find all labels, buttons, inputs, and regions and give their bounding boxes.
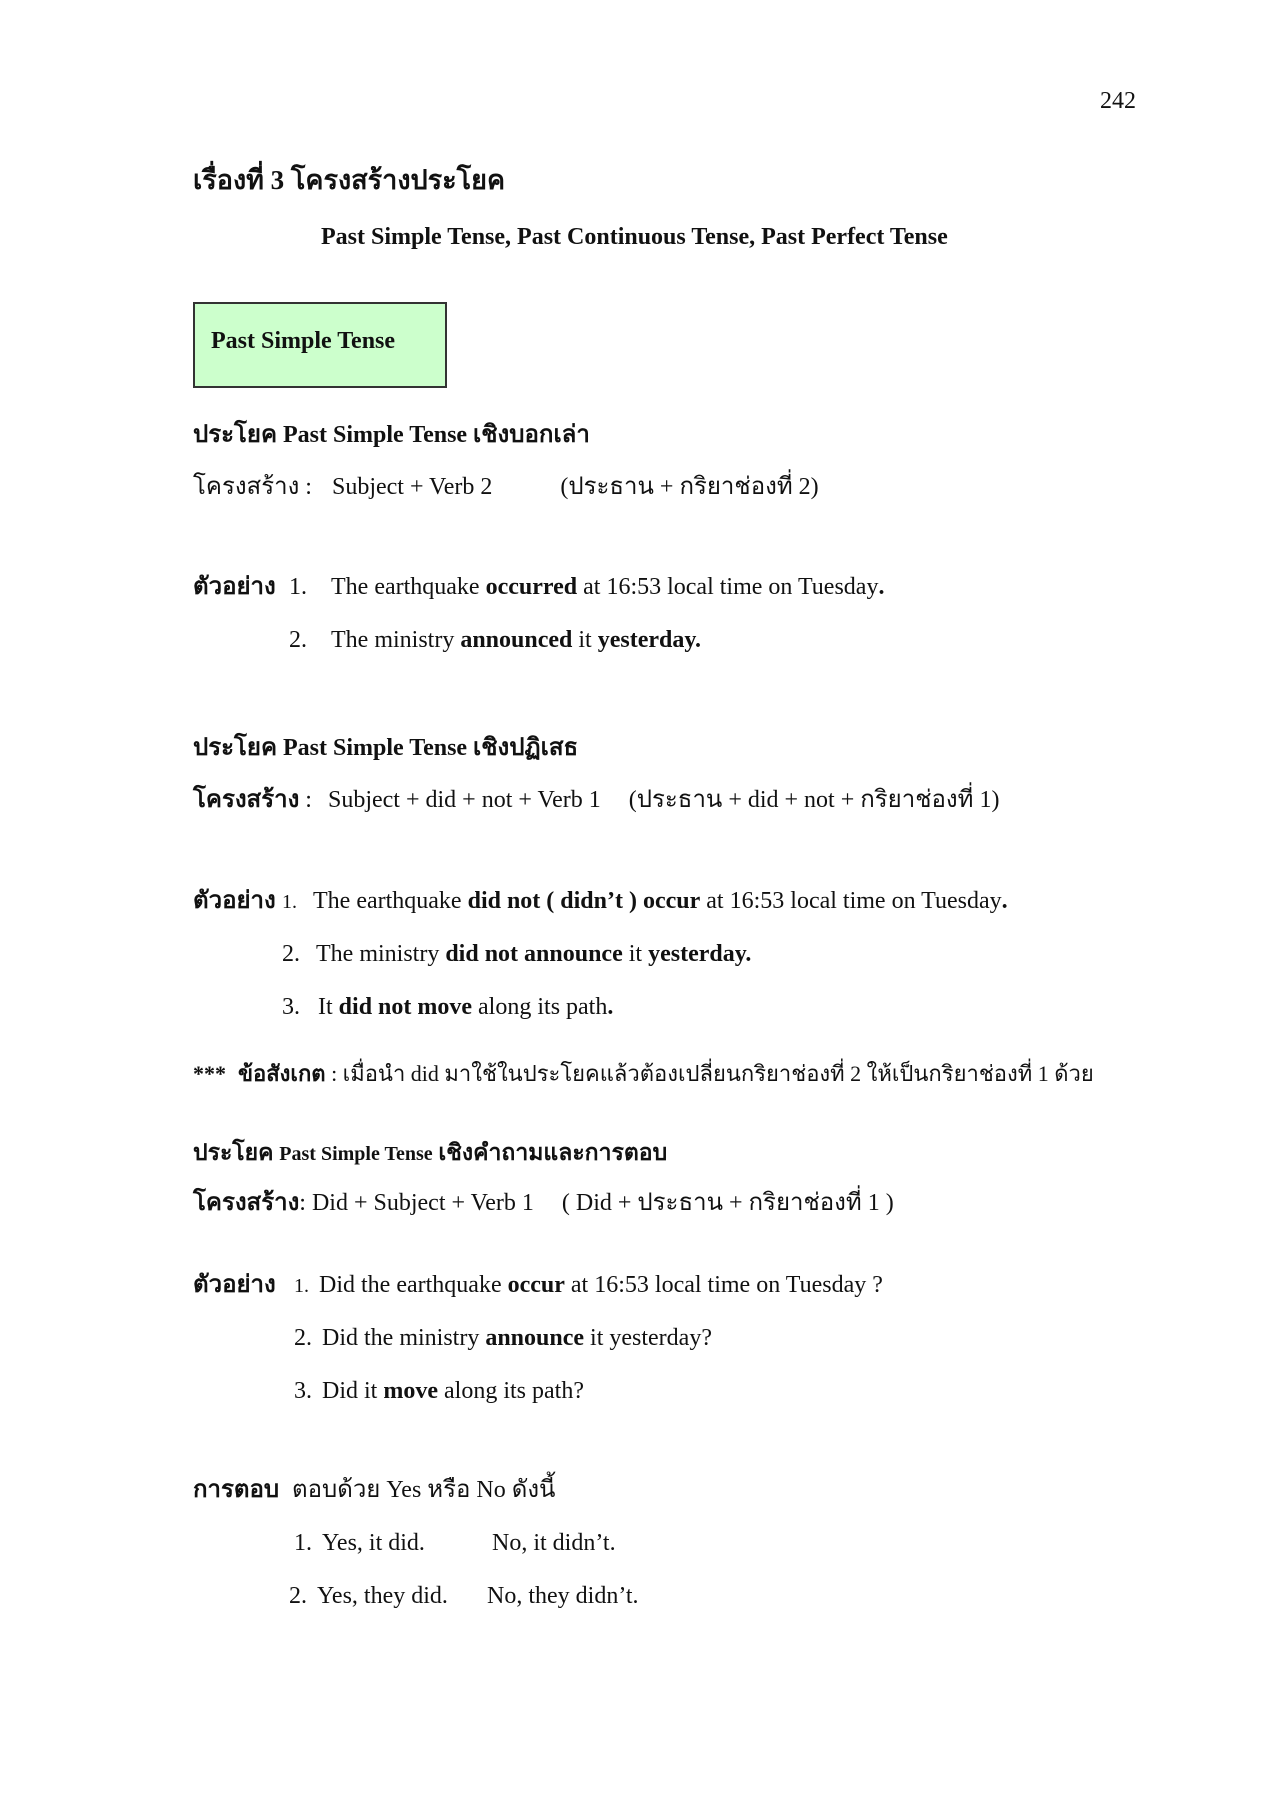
example-number: 1. xyxy=(282,891,297,913)
example-text: along its path? xyxy=(438,1378,584,1404)
negative-structure xyxy=(193,787,999,813)
example-number: 2. xyxy=(289,627,307,653)
affirmative-heading: ประโยค Past Simple Tense เชิงบอกเล่า xyxy=(193,422,590,448)
example-line xyxy=(294,1378,584,1404)
example-end: yesterday. xyxy=(597,627,702,653)
past-simple-heading-box xyxy=(193,302,447,388)
example-line xyxy=(294,1325,712,1351)
example-end: . xyxy=(878,574,885,600)
example-line xyxy=(282,888,1008,914)
structure-thai: (ประธาน + did + not + กริยาช่องที่ 1) xyxy=(628,787,1000,813)
negative-examples-label: ตัวอย่าง xyxy=(193,888,276,914)
example-line xyxy=(289,574,884,600)
example-end: . xyxy=(1001,888,1008,914)
example-text: The ministry xyxy=(331,627,461,653)
box-heading: Past Simple Tense xyxy=(211,328,396,354)
example-text: The ministry xyxy=(316,941,446,967)
example-text: at 16:53 local time on Tuesday xyxy=(700,888,1002,914)
structure-label: โครงสร้าง xyxy=(193,787,300,813)
question-heading-en: Past Simple Tense xyxy=(279,1143,433,1165)
example-end: yesterday. xyxy=(648,941,752,967)
negative-heading: ประโยค Past Simple Tense เชิงปฏิเสธ xyxy=(193,735,579,761)
example-verb: did not ( didn’t ) occur xyxy=(467,888,701,914)
example-verb: announce xyxy=(485,1325,585,1351)
topic-title: เรื่องที่ 3 โครงสร้างประโยค xyxy=(193,165,506,195)
answer-number: 1. xyxy=(294,1530,312,1556)
example-end: . xyxy=(607,994,614,1020)
example-number: 2. xyxy=(282,941,300,967)
example-verb: did not announce xyxy=(445,941,623,967)
example-line xyxy=(282,994,613,1020)
example-number: 3. xyxy=(294,1378,312,1404)
note-label: ข้อสังเกต xyxy=(238,1061,326,1086)
structure-colon: : xyxy=(299,787,312,813)
answer-yes: Yes, they did. xyxy=(317,1583,448,1609)
example-text: it yesterday? xyxy=(584,1325,712,1351)
answer-label: การตอบ xyxy=(193,1477,280,1503)
question-heading xyxy=(193,1140,667,1165)
observation-note xyxy=(193,1062,1094,1086)
answer-yes: Yes, it did. xyxy=(322,1530,425,1556)
question-structure xyxy=(193,1190,894,1216)
example-line xyxy=(289,627,701,653)
example-verb: did not move xyxy=(338,994,473,1020)
note-text: : เมื่อนำ did มาใช้ในประโยคแล้วต้องเปลี่ยนกริยาช่องที่ 2 ให้เป็นกริยาช่องที่ 1 ด้วย xyxy=(325,1061,1094,1086)
example-number: 3. xyxy=(282,994,300,1020)
question-examples-label: ตัวอย่าง xyxy=(193,1272,276,1298)
structure-thai: (ประธาน + กริยาช่องที่ 2) xyxy=(560,474,819,500)
example-verb: move xyxy=(383,1378,438,1404)
example-text: at 16:53 local time on Tuesday xyxy=(577,574,879,600)
example-text: at 16:53 local time on Tuesday ? xyxy=(564,1272,883,1298)
answer-no: No, they didn’t. xyxy=(487,1583,639,1609)
example-line xyxy=(294,1272,883,1298)
example-text: The earthquake xyxy=(313,888,468,914)
example-text: Did the ministry xyxy=(322,1325,486,1351)
structure-formula: Subject + Verb 2 xyxy=(331,474,493,500)
example-number: 1. xyxy=(289,574,307,600)
example-text: It xyxy=(312,994,339,1020)
answer-number: 2. xyxy=(289,1583,307,1609)
question-heading-pre: ประโยค xyxy=(193,1140,280,1165)
answer-no: No, it didn’t. xyxy=(492,1530,616,1556)
answer-intro: ตอบด้วย Yes หรือ No ดังนี้ xyxy=(292,1477,556,1503)
structure-label: โครงสร้าง xyxy=(193,1190,300,1216)
affirmative-structure xyxy=(193,474,819,500)
affirmative-examples-label: ตัวอย่าง xyxy=(193,574,276,600)
example-number: 2. xyxy=(294,1325,312,1351)
example-text: Did the earthquake xyxy=(319,1272,508,1298)
example-number: 1. xyxy=(294,1275,309,1297)
example-text: it xyxy=(622,941,649,967)
answer-pair xyxy=(289,1583,639,1609)
example-verb: occurred xyxy=(485,574,578,600)
example-line xyxy=(282,941,751,967)
structure-thai: ( Did + ประธาน + กริยาช่องที่ 1 ) xyxy=(561,1190,894,1216)
answer-pair xyxy=(294,1530,616,1556)
note-stars: *** xyxy=(193,1061,226,1086)
structure-formula: Subject + did + not + Verb 1 xyxy=(327,787,601,813)
example-text: The earthquake xyxy=(331,574,486,600)
example-text: along its path xyxy=(472,994,608,1020)
structure-label: โครงสร้าง : xyxy=(193,474,312,500)
page-number: 242 xyxy=(1100,88,1136,114)
example-text: Did it xyxy=(322,1378,384,1404)
example-verb: occur xyxy=(507,1272,565,1298)
example-text: it xyxy=(572,627,598,653)
subtitle: Past Simple Tense, Past Continuous Tense, Past Perfect Tense xyxy=(321,224,948,250)
example-verb: announced xyxy=(460,627,573,653)
structure-formula: : Did + Subject + Verb 1 xyxy=(299,1190,534,1216)
question-heading-post: เชิงคำถามและการตอบ xyxy=(432,1140,668,1165)
